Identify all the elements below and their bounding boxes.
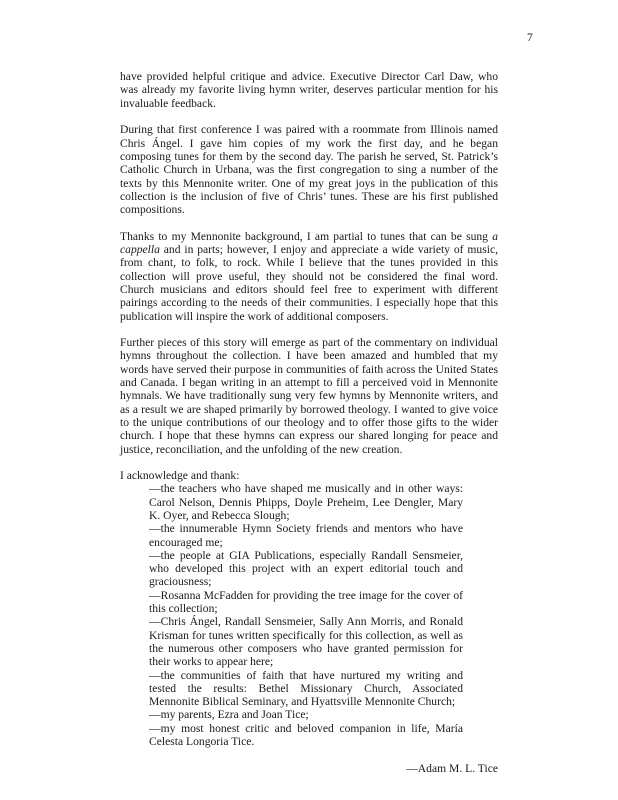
page-body <box>120 70 498 775</box>
paragraph-story: Further pieces of this story will emerge as part of the commentary on individual hymns throughout the collection. I have been amazed and humbled that my words have served their purpose in communities of faith across the United States and Canada. I began writing in an attempt to fill a perceived void in Mennonite hymnals. We have traditionally sung very few hymns by Mennonite writers, and as a result we are shaped primarily by borrowed theology. I wanted to give voice to the unique contributions of our theology and to offer those gifts to the wider church. I hope that these hymns can express our shared longing for peace and justice, reconciliation, and the unfolding of the new creation. <box>120 336 498 456</box>
italic-phrase: a cappella <box>120 229 498 257</box>
paragraph-chris-angel: During that first conference I was paired with a roommate from Illinois named Chris Ángel. I gave him copies of my work the first day, and he began composing tunes for them by the second day. The parish he served, St. Patrick’s Catholic Church in Urbana, was the first congregation to sing a number of the texts by this Mennonite writer. One of my great joys in the publication of this collection is the inclusion of five of Chris’ tunes. These are his first published compositions. <box>120 123 498 217</box>
acknowledgment-item: —Rosanna McFadden for providing the tree image for the cover of this collection; <box>149 588 463 616</box>
paragraph-text: Thanks to my Mennonite background, I am partial to tunes that can be sung <box>120 229 493 243</box>
acknowledgment-item: —my parents, Ezra and Joan Tice; <box>149 708 309 722</box>
acknowledgment-item: —the communities of faith that have nurtured my writing and tested the results: Bethel Missionary Church, Associated Mennonite Biblical Seminary, and Hyattsville Mennonite Church; <box>149 668 463 709</box>
acknowledgment-item: —the people at GIA Publications, especially Randall Sensmeier, who developed this project with an expert editorial touch and graciousness; <box>149 548 463 589</box>
acknowledgment-item: —Chris Ángel, Randall Sensmeier, Sally Ann Morris, and Ronald Krisman for tunes written specifically for this collection, as well as the numerous other composers who have granted permission for their works to appear here; <box>149 615 463 669</box>
paragraph-mennonite-background <box>120 230 498 323</box>
acknowledgments-list <box>149 482 463 748</box>
acknowledgment-item: —my most honest critic and beloved companion in life, María Celesta Longoria Tice. <box>149 721 463 749</box>
acknowledgment-item: —the teachers who have shaped me musically and in other ways: Carol Nelson, Dennis Phipps, Doyle Preheim, Lee Dengler, Mary K. Oyer, and Rebecca Slough; <box>149 482 463 522</box>
paragraph-text: and in parts; however, I enjoy and appreciate a wide variety of music, from chant, to folk, to rock. While I believe that the tunes provided in this collection will prove useful, they should not be considered the final word. Church musicians and editors should feel free to experiment with different pairings according to the needs of their communities. I especially hope that this publication will inspire the work of additional composers. <box>120 243 498 323</box>
acknowledgment-item: —the innumerable Hymn Society friends and mentors who have encouraged me; <box>149 522 463 549</box>
author-signature: —Adam M. L. Tice <box>406 761 498 775</box>
paragraph-critique: have provided helpful critique and advice. Executive Director Carl Daw, who was already my favorite living hymn writer, deserves particular mention for his invaluable feedback. <box>120 70 498 110</box>
acknowledgments-intro: I acknowledge and thank: <box>120 469 240 483</box>
page-number: 7 <box>527 32 533 44</box>
